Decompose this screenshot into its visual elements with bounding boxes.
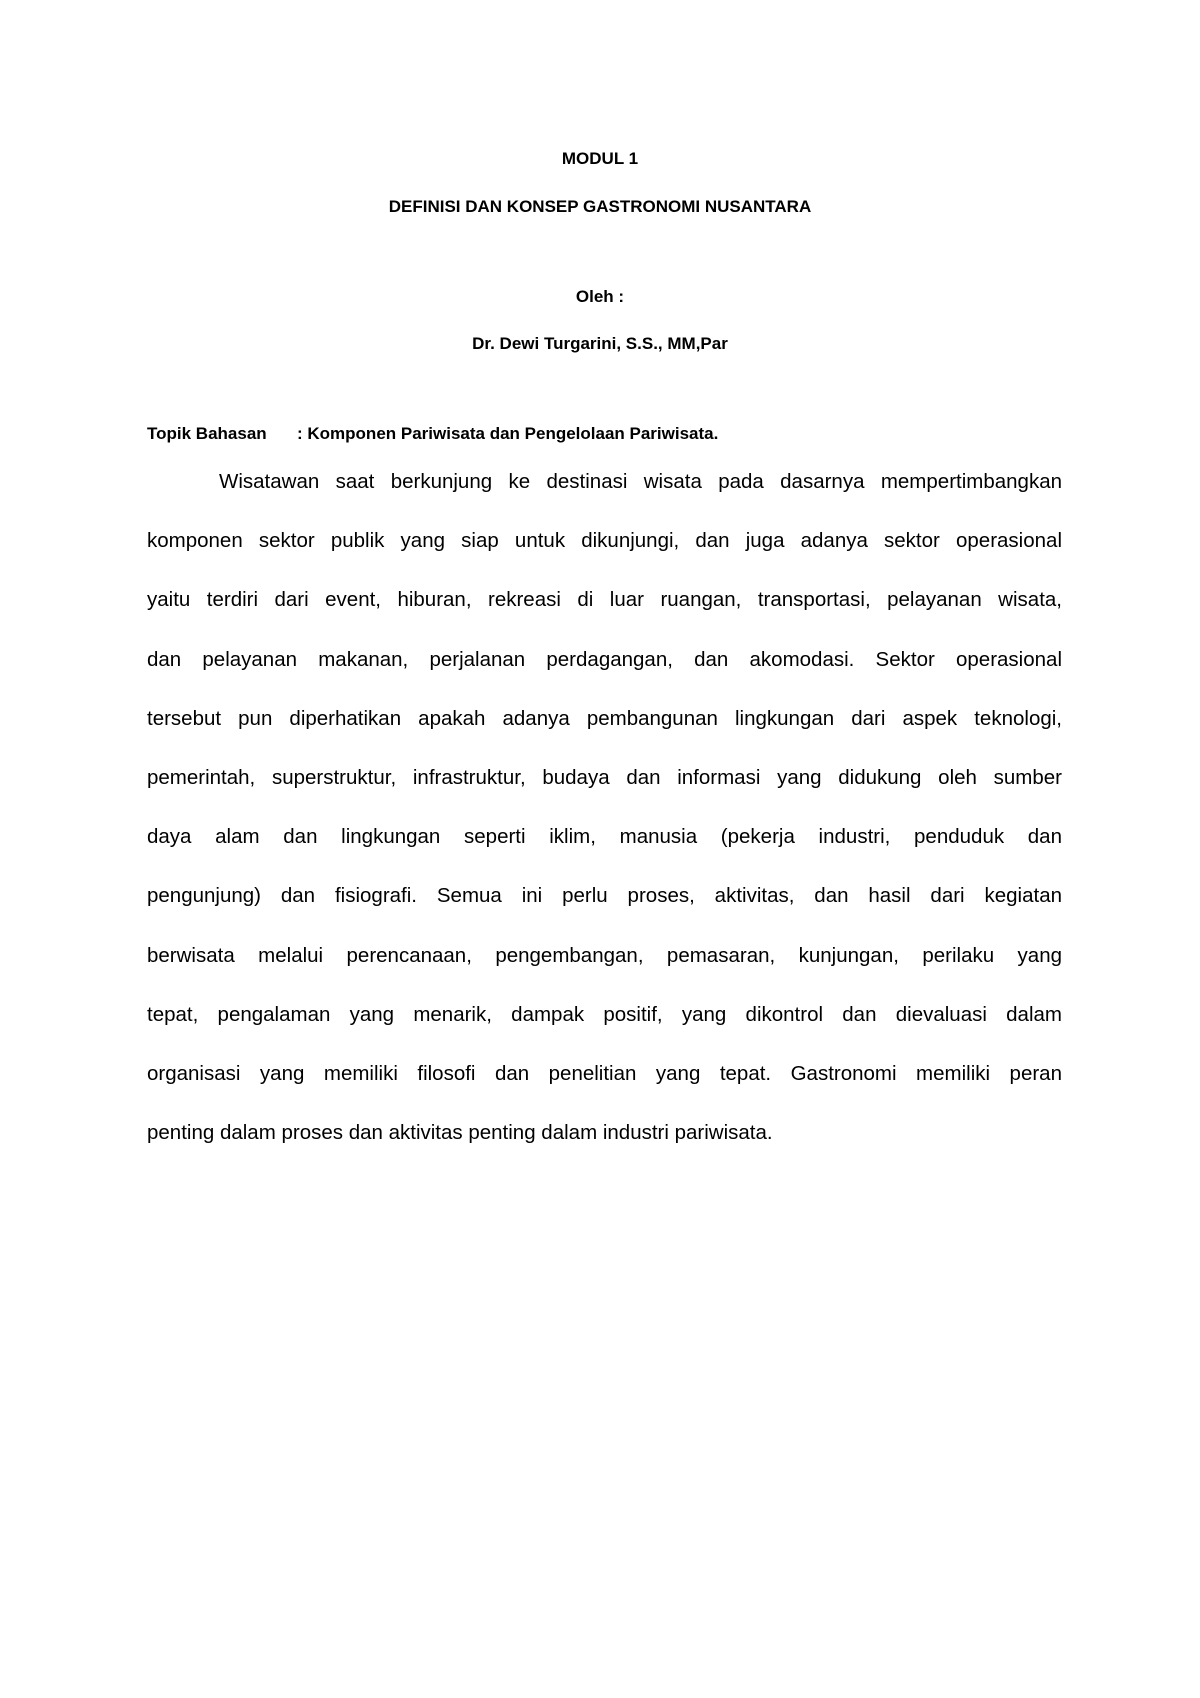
body-line: berwisata melalui perencanaan, pengembangan, pemasaran, kunjungan, perilaku yang [147,943,1062,967]
body-line: tersebut pun diperhatikan apakah adanya pembangunan lingkungan dari aspek teknologi, [147,706,1062,730]
body-line: komponen sektor publik yang siap untuk dikunjungi, dan juga adanya sektor operasional [147,529,1062,553]
body-line: pengunjung) dan fisiografi. Semua ini perlu proses, aktivitas, dan hasil dari kegiatan [147,884,1062,908]
body-line: yaitu terdiri dari event, hiburan, rekreasi di luar ruangan, transportasi, pelayanan wisata, [147,588,1062,612]
topic-value: : Komponen Pariwisata dan Pengelolaan Pariwisata. [297,424,719,443]
body-line: pemerintah, superstruktur, infrastruktur, budaya dan informasi yang didukung oleh sumber [147,765,1062,789]
module-subtitle: DEFINISI DAN KONSEP GASTRONOMI NUSANTARA [388,197,812,216]
body-line: tepat, pengalaman yang menarik, dampak positif, yang dikontrol dan dievaluasi dalam [147,1002,1062,1026]
body-line: daya alam dan lingkungan seperti iklim, manusia (pekerja industri, penduduk dan [147,825,1062,849]
body-paragraph [147,467,1062,1177]
body-line: dan pelayanan makanan, perjalanan perdagangan, dan akomodasi. Sektor operasional [147,647,1062,671]
author-name: Dr. Dewi Turgarini, S.S., MM,Par [472,334,728,353]
author-label: Oleh : [575,287,625,306]
body-line: organisasi yang memiliki filosofi dan penelitian yang tepat. Gastronomi memiliki peran [147,1061,1062,1085]
topic-line [147,423,1067,445]
body-line: penting dalam proses dan aktivitas penting dalam industri pariwisata. [147,1121,773,1145]
topic-label: Topik Bahasan [147,424,267,443]
body-line: Wisatawan saat berkunjung ke destinasi wisata pada dasarnya mempertimbangkan [219,470,1062,493]
module-title: MODUL 1 [561,149,639,168]
